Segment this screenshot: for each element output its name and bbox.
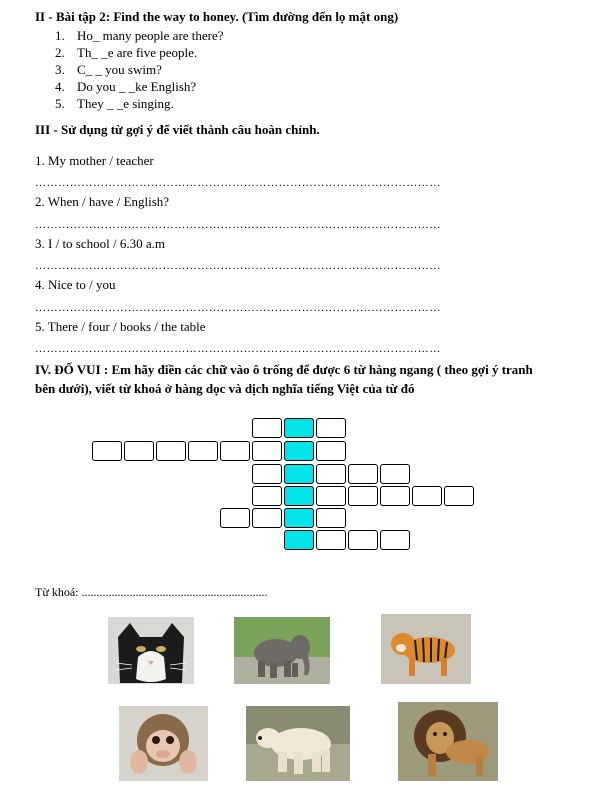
ex3-prompt-4: 4. Nice to / you	[35, 277, 116, 292]
crossword-key-cell[interactable]	[284, 530, 314, 550]
crossword-cell[interactable]	[316, 418, 346, 438]
ex3-prompt-3: 3. I / to school / 6.30 a.m	[35, 236, 165, 251]
ex2-title: II - Bài tập 2: Find the way to honey. (Tìm đường đến lọ mật ong)	[35, 9, 399, 24]
crossword-key-cell[interactable]	[284, 464, 314, 484]
crossword-key-cell[interactable]	[284, 441, 314, 461]
ex3-prompt-2: 2. When / have / English?	[35, 194, 170, 209]
crossword-cell[interactable]	[348, 464, 378, 484]
ex3-title: III - Sử dụng từ gợi ý để viết thành câu hoàn chỉnh.	[35, 122, 320, 137]
ex3-prompt-1: 1. My mother / teacher	[35, 153, 154, 168]
crossword-cell[interactable]	[124, 441, 154, 461]
ex4-title-line-2: bên dưới), viết từ khoá ở hàng dọc và dịch nghĩa tiếng Việt của từ đó	[35, 381, 415, 396]
crossword-cell[interactable]	[380, 464, 410, 484]
crossword-cell[interactable]	[252, 508, 282, 528]
cat-picture	[108, 617, 194, 684]
crossword-cell[interactable]	[444, 486, 474, 506]
crossword-cell[interactable]	[156, 441, 186, 461]
crossword-cell[interactable]	[220, 508, 250, 528]
crossword-cell[interactable]	[316, 464, 346, 484]
crossword-cell[interactable]	[252, 486, 282, 506]
crossword-cell[interactable]	[316, 508, 346, 528]
crossword-cell[interactable]	[252, 441, 282, 461]
keyword-label: Từ khoá: ..............................................................	[35, 585, 268, 599]
crossword-cell[interactable]	[412, 486, 442, 506]
list-item: 2. Th_ _e are five people.	[55, 45, 198, 60]
crossword-cell[interactable]	[380, 530, 410, 550]
crossword-cell[interactable]	[348, 486, 378, 506]
crossword-key-cell[interactable]	[284, 418, 314, 438]
answer-line-4[interactable]: ……………………………………………………………………………………………	[35, 302, 441, 314]
list-item: 3. C_ _ you swim?	[55, 62, 162, 77]
crossword-key-cell[interactable]	[284, 486, 314, 506]
crossword-key-cell[interactable]	[284, 508, 314, 528]
list-item: 4. Do you _ _ke English?	[55, 79, 197, 94]
crossword-cell[interactable]	[252, 418, 282, 438]
list-item: 5. They _ _e singing.	[55, 96, 174, 111]
monkey-picture	[119, 706, 208, 781]
answer-line-1[interactable]: ……………………………………………………………………………………………	[35, 177, 441, 189]
lion-picture	[398, 702, 498, 781]
crossword-cell[interactable]	[348, 530, 378, 550]
crossword-cell[interactable]	[316, 441, 346, 461]
ex2-list	[55, 27, 224, 112]
crossword-cell[interactable]	[316, 530, 346, 550]
answer-line-5[interactable]: ……………………………………………………………………………………………	[35, 343, 441, 355]
ex3-prompt-5: 5. There / four / books / the table	[35, 319, 206, 334]
ex4-title-line-1: IV. ĐỐ VUI : Em hãy điền các chữ vào ô trống để được 6 từ hàng ngang ( theo gợi ý tranh	[35, 362, 533, 377]
crossword-cell[interactable]	[316, 486, 346, 506]
crossword-cell[interactable]	[380, 486, 410, 506]
elephant-picture	[234, 617, 330, 684]
crossword-cell[interactable]	[252, 464, 282, 484]
crossword-cell[interactable]	[188, 441, 218, 461]
crossword-cell[interactable]	[92, 441, 122, 461]
list-item: 1. Ho_ many people are there?	[55, 28, 224, 43]
tiger-picture	[381, 614, 471, 684]
answer-line-3[interactable]: ……………………………………………………………………………………………	[35, 260, 441, 272]
polar-bear-picture	[246, 706, 350, 781]
answer-line-2[interactable]: ……………………………………………………………………………………………	[35, 219, 441, 231]
crossword-cell[interactable]	[220, 441, 250, 461]
